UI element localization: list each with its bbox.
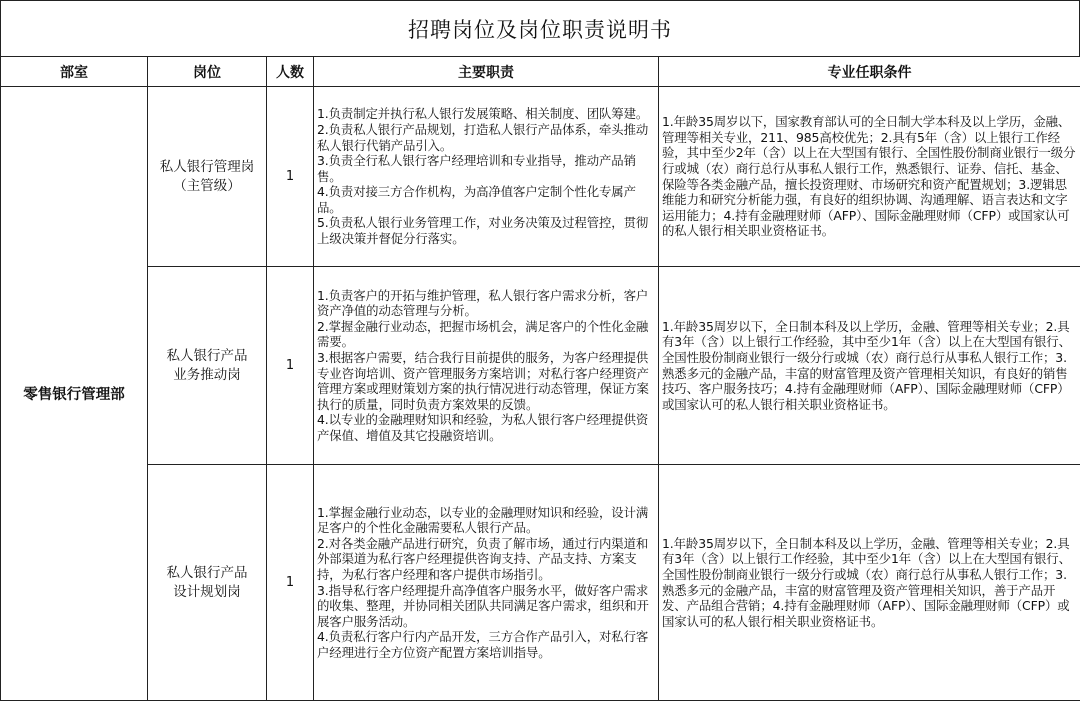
page-title: 招聘岗位及岗位职责说明书	[0, 0, 1080, 56]
position-level: 设计规划岗	[173, 583, 241, 600]
duty-item: 5.负责私人银行业务管理工作，对业务决策及过程管控，贯彻上级决策并督促分行落实。	[317, 215, 649, 247]
duty-item: 4.负责对接三方合作机构，为高净值客户定制个性化专属产品。	[317, 184, 636, 215]
header-department: 部室	[1, 57, 148, 87]
duty-item: 1.掌握金融行业动态，以专业的金融理财知识和经验，设计满足客户的个性化金融需要私人银行产品。	[317, 504, 649, 536]
duty-item: 4.负责私行客户行内产品开发，三方合作产品引入，对私行客户经理进行全方位资产配置方案培训指导。	[317, 629, 649, 660]
duty-item: 1.负责制定并执行私人银行发展策略、相关制度、团队筹建。	[317, 106, 649, 122]
duties-cell	[314, 267, 659, 465]
count-cell: 1	[267, 267, 314, 465]
duties-cell	[314, 87, 659, 267]
count-cell: 1	[267, 465, 314, 701]
position-cell	[148, 267, 267, 465]
position-cell	[148, 465, 267, 701]
requirements-cell: 1.年龄35周岁以下，全日制本科及以上学历，金融、管理等相关专业；2.具有3年（含）以上银行工作经验，其中至少1年（含）以上在大型国有银行、全国性股份制商业银行一级分行或城（农）商行总行从事私人银行工作；3.熟悉多元的金融产品，丰富的财富管理及资产管理相关知识，善于产品开发、产品组合营销；4.持有金融理财师（AFP）、国际金融理财师（CFP）或国家认可的私人银行相关职业资格证书。	[659, 465, 1080, 701]
header-requirements: 专业任职条件	[659, 57, 1080, 87]
position-name: 私人银行管理岗	[159, 158, 255, 175]
position-level: 业务推动岗	[173, 366, 241, 383]
duty-item: 4.以专业的金融理财知识和经验，为私人银行客户经理提供资产保值、增值及其它投融资培训。	[317, 412, 649, 443]
position-name: 私人银行产品	[166, 347, 248, 364]
duty-item: 1.负责客户的开拓与维护管理，私人银行客户需求分析，客户资产净值的动态管理与分析。	[317, 287, 649, 319]
requirements-cell: 1.年龄35周岁以下，全日制本科及以上学历，金融、管理等相关专业；2.具有3年（含）以上银行工作经验，其中至少1年（含）以上在大型国有银行、全国性股份制商业银行一级分行或城（农）商行总行从事私人银行工作；3.熟悉多元的金融产品，丰富的财富管理及资产管理相关知识，有良好的销售技巧、客户服务技巧；4.持有金融理财师（AFP）、国际金融理财师（CFP）或国家认可的私人银行相关职业资格证书。	[659, 267, 1080, 465]
table-row	[1, 267, 1080, 465]
count-cell: 1	[267, 87, 314, 267]
position-level: （主管级）	[173, 177, 241, 194]
position-cell	[148, 87, 267, 267]
duties-cell	[314, 465, 659, 701]
duty-item: 3.负责全行私人银行客户经理培训和专业指导，推动产品销售。	[317, 153, 636, 184]
requirements-cell: 1.年龄35周岁以下，国家教育部认可的全日制大学本科及以上学历，金融、管理等相关专业，211、985高校优先；2.具有5年（含）以上银行工作经验，其中至少2年（含）以上在大型国有银行、全国性股份制商业银行一级分行或城（农）商行总行从事私人银行工作，熟悉银行、证券、信托、基金、保险等各类金融产品，擅长投资理财、市场研究和资产配置规划；3.逻辑思维能力和研究分析能力强，有良好的组织协调、沟通理解、语言表达和文字运用能力；4.持有金融理财师（AFP）、国际金融理财师（CFP）或国家认可的私人银行相关职业资格证书。	[659, 87, 1080, 267]
header-count: 人数	[267, 57, 314, 87]
duty-item: 2.对各类金融产品进行研究，负责了解市场，通过行内渠道和外部渠道为私行客户经理提供咨询支持、产品支持、方案支持，为私行客户经理和客户提供市场指引。	[317, 535, 649, 582]
duty-item: 3.指导私行客户经理提升高净值客户服务水平，做好客户需求的收集、整理，并协同相关团队共同满足客户需求，组织和开展客户服务活动。	[317, 582, 649, 629]
positions-table	[0, 56, 1080, 701]
table-row	[1, 465, 1080, 701]
header-duties: 主要职责	[314, 57, 659, 87]
department-cell: 零售银行管理部	[1, 87, 148, 701]
duty-item: 3.根据客户需要，结合我行目前提供的服务，为客户经理提供专业咨询培训、资产管理服务方案培训；对私行客户经理资产管理方案或理财策划方案的执行情况进行动态管理，保证方案执行的质量，同时负责方案效果的反馈。	[317, 349, 649, 412]
header-position: 岗位	[148, 57, 267, 87]
duty-item: 2.掌握金融行业动态，把握市场机会，满足客户的个性化金融需要。	[317, 318, 649, 350]
duty-item: 2.负责私人银行产品规划，打造私人银行产品体系，牵头推动私人银行代销产品引入。	[317, 121, 649, 153]
table-row	[1, 87, 1080, 267]
table-header-row	[1, 57, 1080, 87]
position-name: 私人银行产品	[166, 564, 248, 581]
